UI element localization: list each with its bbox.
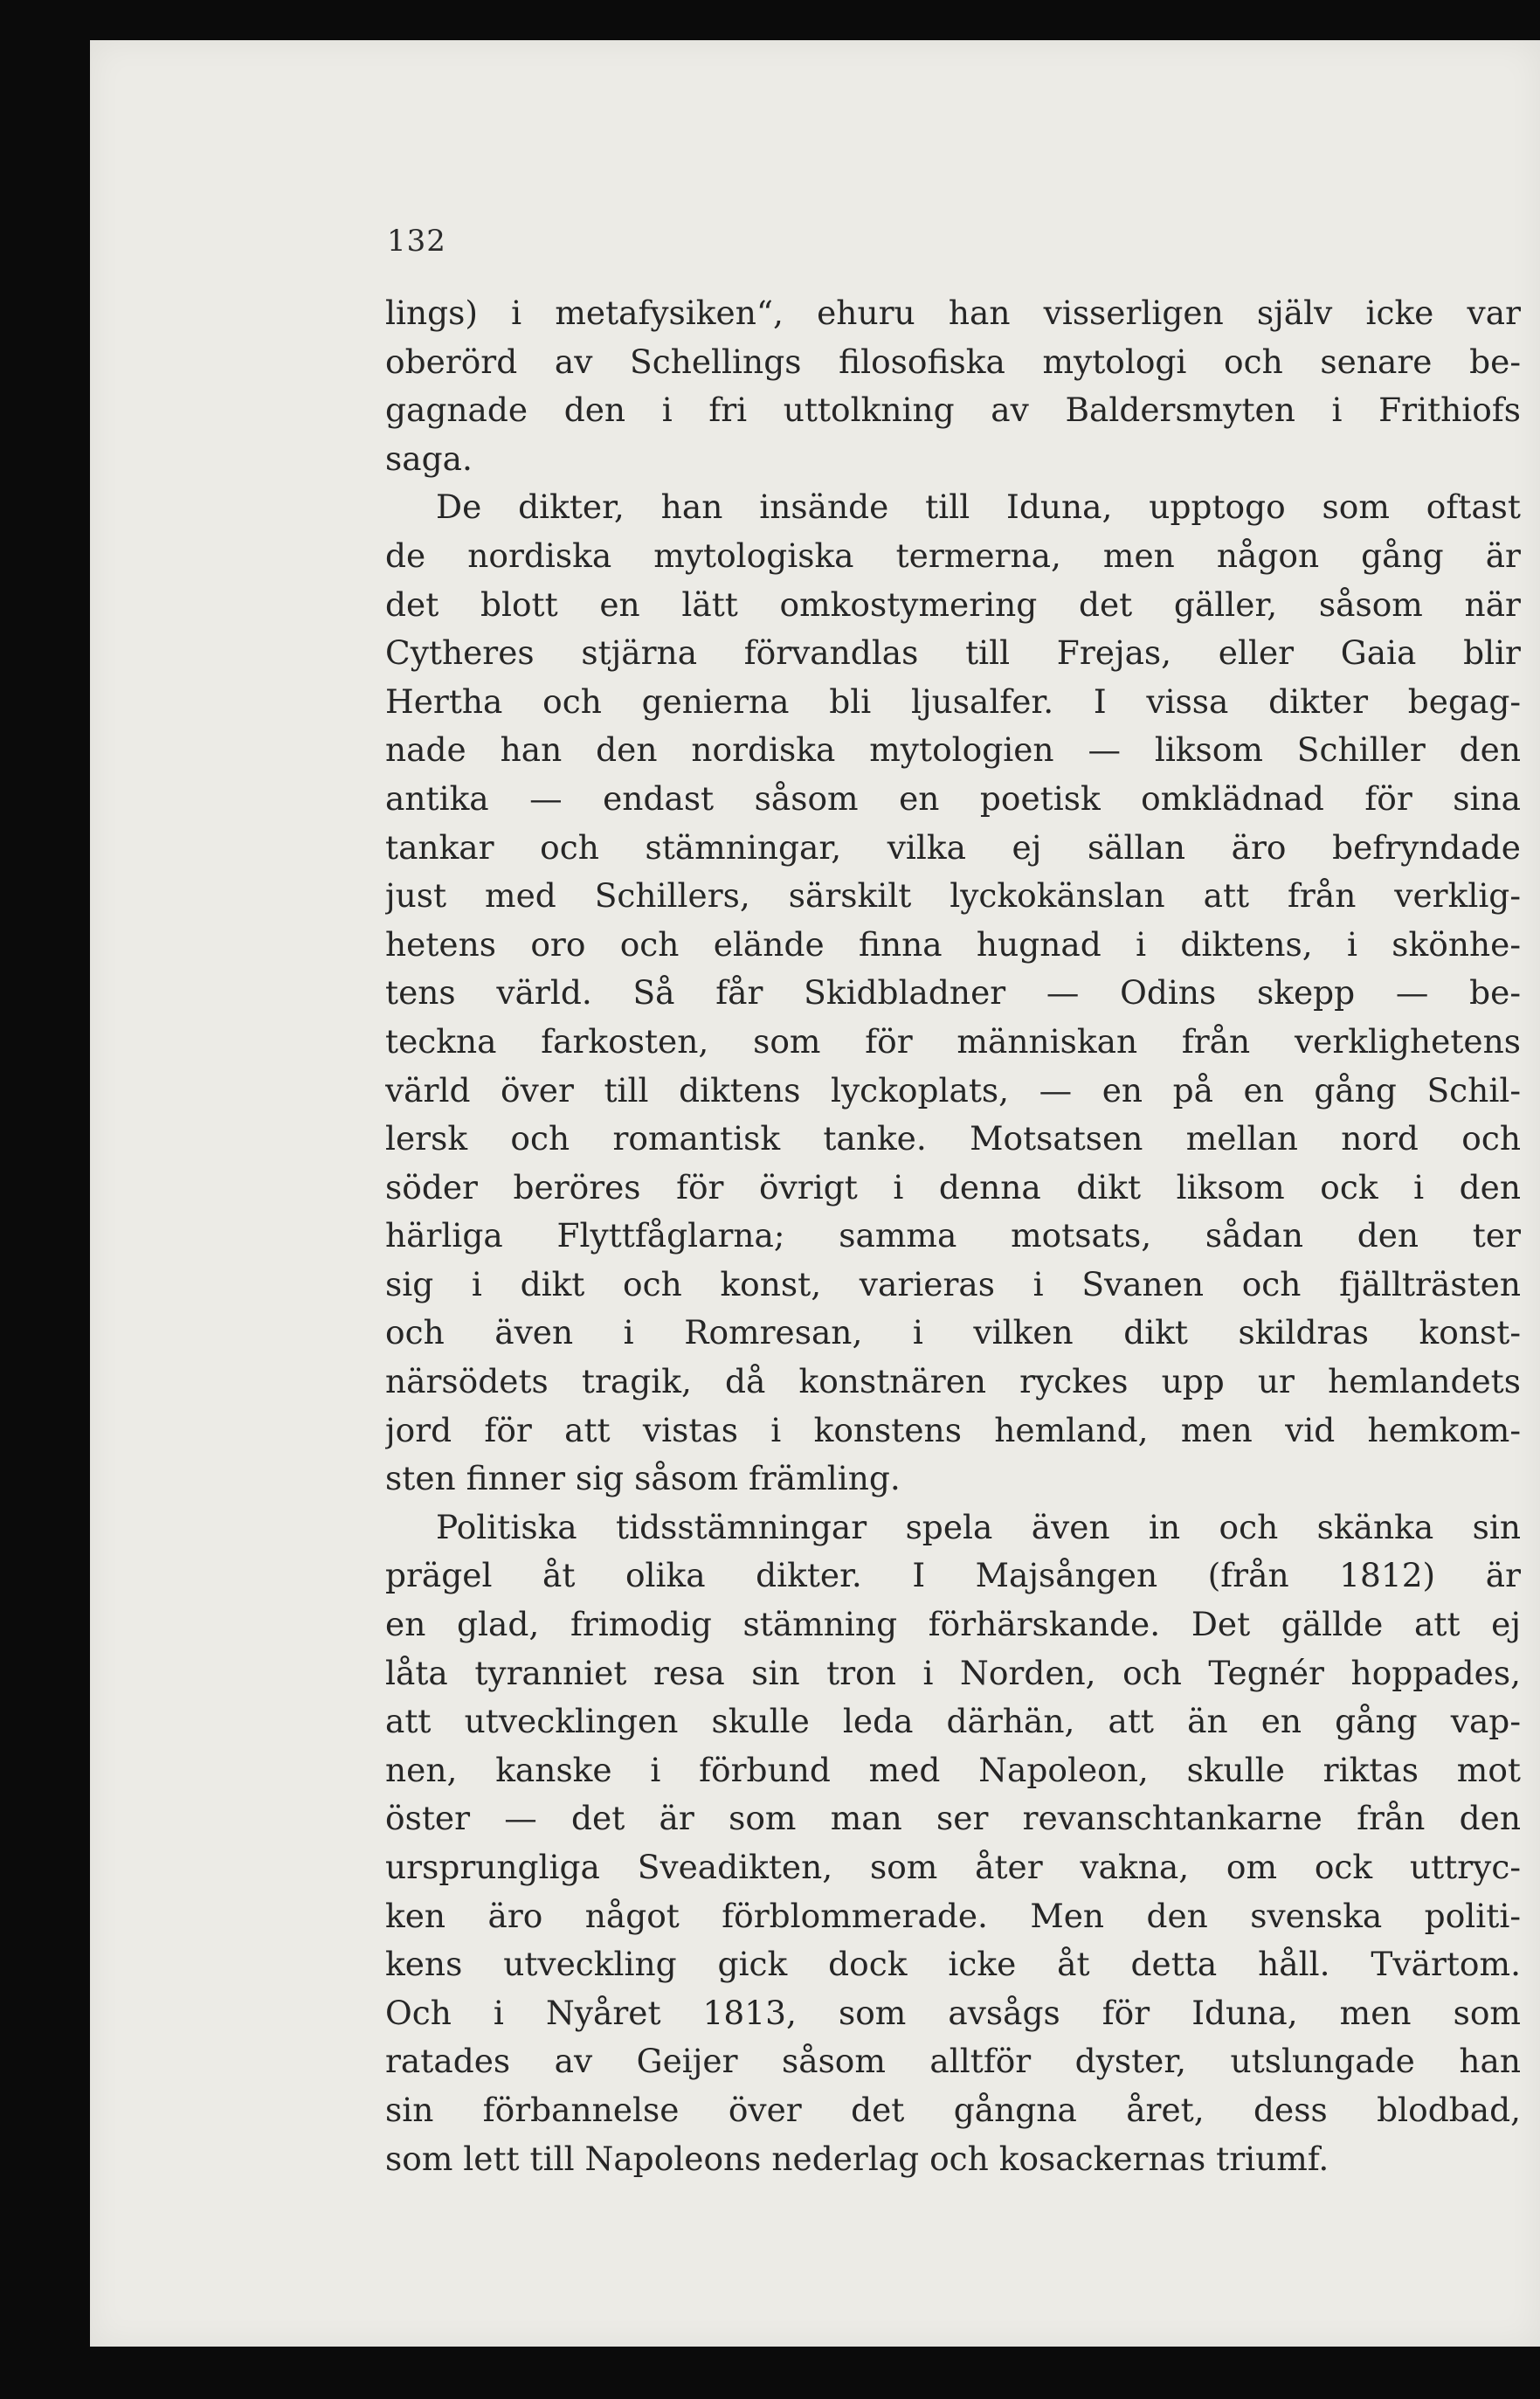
text-line: ursprungliga Sveadikten, som åter vakna, om ock uttryc-	[385, 1848, 1521, 1886]
text-line: jord för att vistas i konstens hemland, men vid hemkom-	[385, 1410, 1521, 1449]
text-line: Politiska tidsstämningar spela även in och skänka sin	[436, 1507, 1521, 1546]
text-line: sin förbannelse över det gångna året, dess blodbad,	[385, 2090, 1521, 2129]
text-line: en glad, frimodig stämning förhärskande. Det gällde att ej	[385, 1605, 1521, 1644]
text-line: saga.	[385, 439, 473, 478]
text-line: Och i Nyåret 1813, som avsågs för Iduna, men som	[385, 1993, 1521, 2032]
text-line: ratades av Geijer såsom alltför dyster, utslungade han	[385, 2042, 1521, 2081]
text-line: lings) i metafysiken“, ehuru han visserligen själv icke var	[385, 294, 1521, 332]
text-line: lersk och romantisk tanke. Motsatsen mellan nord och	[385, 1119, 1521, 1158]
text-line: hetens oro och elände finna hugnad i diktens, i skönhe-	[385, 924, 1521, 964]
text-line: teckna farkosten, som för människan från verklighetens	[385, 1021, 1521, 1061]
text-line: Cytheres stjärna förvandlas till Frejas, eller Gaia blir	[385, 633, 1521, 673]
text-line: närsödets tragik, då konstnären ryckes upp ur hemlandets	[385, 1362, 1521, 1401]
text-line: antika — endast såsom en poetisk omklädnad för sina	[385, 778, 1521, 818]
text-line: gagnade den i fri uttolkning av Baldersmyten i Frithiofs	[385, 391, 1521, 430]
body-text	[385, 289, 1521, 2183]
book-page	[90, 40, 1540, 2347]
text-line: öster — det är som man ser revanschtankarne från den	[385, 1799, 1521, 1838]
text-line: De dikter, han insände till Iduna, upptogo som oftast	[436, 487, 1521, 527]
page-number: 132	[387, 224, 446, 259]
text-line: sig i dikt och konst, varieras i Svanen och fjällträsten	[385, 1264, 1521, 1303]
text-line: just med Schillers, särskilt lyckokänslan att från verklig-	[385, 876, 1521, 916]
text-line: tens värld. Så får Skidbladner — Odins skepp — be-	[385, 973, 1521, 1013]
text-line: Hertha och genierna bli ljusalfer. I vissa dikter begag-	[385, 681, 1521, 721]
text-line: ken äro något förblommerade. Men den svenska politi-	[385, 1896, 1521, 1935]
text-line: de nordiska mytologiska termerna, men någon gång är	[385, 536, 1521, 575]
text-line: som lett till Napoleons nederlag och kosackernas triumf.	[385, 2139, 1329, 2178]
text-line: nade han den nordiska mytologien — liksom Schiller den	[385, 730, 1521, 770]
text-line: sten finner sig såsom främling.	[385, 1459, 901, 1498]
text-line: det blott en lätt omkostymering det gäller, såsom när	[385, 584, 1521, 624]
text-line: prägel åt olika dikter. I Majsången (från 1812) är	[385, 1556, 1521, 1595]
text-line: kens utveckling gick dock icke åt detta håll. Tvärtom.	[385, 1945, 1521, 1984]
text-line: att utvecklingen skulle leda därhän, att än en gång vap-	[385, 1702, 1521, 1741]
text-line: oberörd av Schellings filosofiska mytologi och senare be-	[385, 342, 1521, 381]
text-line: nen, kanske i förbund med Napoleon, skulle riktas mot	[385, 1750, 1521, 1789]
text-line: låta tyranniet resa sin tron i Norden, och Tegnér hoppades,	[385, 1653, 1521, 1692]
text-line: söder beröres för övrigt i denna dikt liksom ock i den	[385, 1167, 1521, 1206]
text-line: härliga Flyttfåglarna; samma motsats, sådan den ter	[385, 1216, 1521, 1255]
text-line: tankar och stämningar, vilka ej sällan äro befryndade	[385, 827, 1521, 867]
text-line: och även i Romresan, i vilken dikt skildras konst-	[385, 1313, 1521, 1352]
text-line: värld över till diktens lyckoplats, — en på en gång Schil-	[385, 1070, 1521, 1110]
